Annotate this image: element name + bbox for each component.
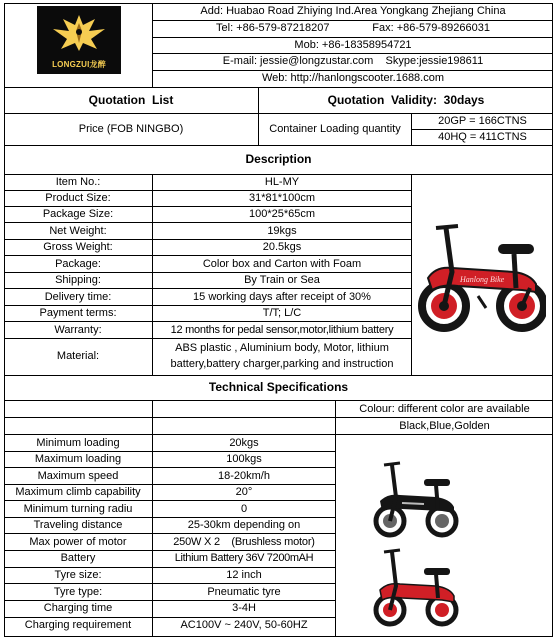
table-border [335,400,336,637]
desc-value-warranty: 12 months for pedal sensor,motor,lithium battery [170,324,394,336]
table-border [411,174,412,375]
desc-label-gross-weight: Gross Weight: [43,241,113,253]
desc-label-warranty: Warranty: [54,324,102,336]
table-border [4,550,336,551]
logo-text: LONGZUI龙醉 [52,60,106,69]
tech-label-motor-power: Max power of motor [29,536,127,548]
table-border [4,239,412,240]
address-line: Add: Huabao Road Zhiying Ind.Area Yongkang Zhejiang China [200,5,506,17]
electric-bike-image [418,208,546,336]
table-border [4,467,336,468]
desc-value-delivery: 15 working days after receipt of 30% [193,291,371,303]
dragon-emblem-icon [49,11,109,53]
tech-label-charging-time: Charging time [43,602,113,614]
desc-value-product-size: 31*81*100cm [248,192,316,204]
table-border [4,3,553,4]
tech-value-max-speed: 18-20km/h [218,470,270,482]
table-border [4,400,553,401]
desc-label-material: Material: [56,350,100,362]
table-border [152,37,553,38]
price-label: Price (FOB NINGBO) [78,123,184,135]
tech-value-motor-power: 250W X 2 (Brushless motor) [173,536,315,548]
table-border [4,255,412,256]
table-border [4,190,412,191]
desc-label-package-size: Package Size: [42,208,114,220]
tech-label-min-turning: Minimum turning radiu [23,503,133,515]
desc-value-material-line-2: battery,battery charger,parking and instruction [170,358,394,370]
tech-label-max-speed: Maximum speed [37,470,119,482]
desc-label-product-size: Product Size: [45,192,111,204]
desc-value-payment: T/T; L/C [262,307,302,319]
tech-value-max-loading: 100kgs [226,453,262,465]
table-border [4,305,412,306]
table-border [4,636,553,637]
table-border [4,600,336,601]
tech-label-max-loading: Maximum loading [34,453,122,465]
tech-label-max-climb: Maximum climb capability [15,486,141,498]
quotation-list-title: Quotation List [88,93,174,107]
table-border [4,288,412,289]
table-border [4,484,336,485]
tech-value-charging-time: 3-4H [232,602,256,614]
tech-label-charging-req: Charging requirement [24,619,132,631]
tech-value-max-climb: 20° [235,486,253,498]
container-20gp: 20GP = 166CTNS [438,115,527,127]
table-border [4,417,553,418]
table-border [4,321,412,322]
tech-value-battery: Lithium Battery 36V 7200mAH [174,552,314,564]
desc-label-net-weight: Net Weight: [49,225,107,237]
tech-label-min-loading: Minimum loading [36,437,120,449]
technical-title: Technical Specifications [208,380,349,394]
table-border [152,20,553,21]
container-label: Container Loading quantity [269,123,401,135]
colour-options: Black,Blue,Golden [399,420,490,432]
tech-value-tyre-type: Pneumatic tyre [207,586,281,598]
desc-value-item-no: HL-MY [264,176,300,188]
desc-value-gross-weight: 20.5kgs [262,241,302,253]
table-border [4,451,336,452]
container-40hq: 40HQ = 411CTNS [438,131,527,143]
mobile-line: Mob: +86-18358954721 [294,39,412,51]
phone-fax-line: Tel: +86-579-87218207 Fax: +86-579-89266031 [216,22,490,34]
table-border [4,338,412,339]
desc-label-package: Package: [55,258,101,270]
quotation-validity-title: Quotation Validity: 30days [327,93,485,107]
table-border [152,70,553,71]
table-border [4,145,553,146]
desc-value-net-weight: 19kgs [267,225,297,237]
company-logo [37,6,121,74]
table-border [411,129,553,130]
red-bike-image [372,542,460,628]
desc-label-item-no: Item No.: [55,176,101,188]
table-border [4,206,412,207]
description-title: Description [245,152,312,166]
table-border [4,375,553,376]
table-border [4,434,553,435]
tech-label-tyre-size: Tyre size: [54,569,102,581]
table-border [4,500,336,501]
desc-value-package-size: 100*25*65cm [248,208,316,220]
colour-note: Colour: different color are available [359,403,530,415]
table-border [4,617,336,618]
web-line: Web: http://hanlongscooter.1688.com [261,72,445,84]
table-border [4,517,336,518]
table-border [4,222,412,223]
desc-label-shipping: Shipping: [55,274,101,286]
tech-value-tyre-size: 12 inch [226,569,262,581]
desc-value-shipping: By Train or Sea [244,274,320,286]
bike-side-text: Hanlong Bike [460,275,505,284]
table-border [152,53,553,54]
table-border [4,567,336,568]
table-border [4,583,336,584]
table-border [4,87,553,88]
black-bike-image [372,455,460,539]
tech-value-travel-distance: 25-30km depending on [187,519,301,531]
table-border [4,272,412,273]
tech-label-travel-distance: Traveling distance [33,519,123,531]
tech-value-charging-req: AC100V ~ 240V, 50-60HZ [180,619,308,631]
email-skype-line: E-mail: jessie@longzustar.com Skype:jessie198611 [222,55,484,67]
tech-value-min-turning: 0 [240,503,248,515]
table-border [4,533,336,534]
table-border [4,174,553,175]
desc-label-payment: Payment terms: [39,307,117,319]
desc-label-delivery: Delivery time: [44,291,112,303]
desc-value-package: Color box and Carton with Foam [202,258,362,270]
tech-label-battery: Battery [60,552,96,564]
table-border [4,113,553,114]
tech-value-min-loading: 20kgs [229,437,259,449]
desc-value-material-line-1: ABS plastic , Aluminium body, Motor, lithium [175,342,389,354]
tech-label-tyre-type: Tyre type: [53,586,103,598]
